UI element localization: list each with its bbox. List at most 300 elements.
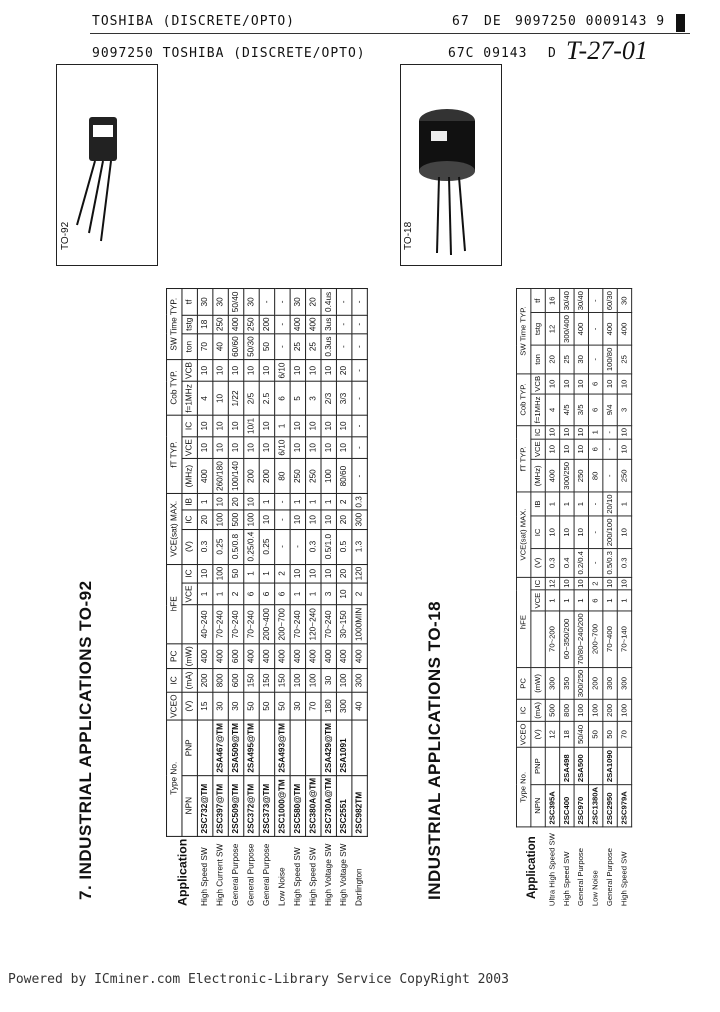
table-cell-ftv: 10 — [306, 437, 321, 459]
table-cell-app: High Speed SW — [292, 847, 302, 906]
col-ft-ic: IC — [531, 426, 545, 439]
table-cell-vsat: 0.25 — [259, 529, 274, 564]
table-cell-ic: 800 — [560, 700, 574, 721]
table-cell-ic: 600 — [228, 669, 243, 692]
table-cell-vce: 1 — [574, 590, 588, 611]
col-tf: tf — [182, 289, 197, 315]
table-cell-vceo: 70 — [617, 721, 631, 748]
table-cell-tstg: 12 — [545, 313, 559, 346]
table-cell-ton: - — [588, 345, 602, 373]
table-cell-vceo: 50/40 — [574, 721, 588, 748]
table-header-row — [167, 289, 182, 908]
table-cell-npn: 2SC380A@TM — [306, 775, 321, 836]
table-cell-ib: 0.3 — [352, 494, 367, 511]
table-cell-fti: 10 — [259, 415, 274, 436]
table-cell-ic: 100 — [336, 669, 351, 692]
table-cell-tf: - — [336, 289, 351, 315]
table-cell-ton: 25 — [560, 345, 574, 373]
unit-mhz: (MHz) — [182, 459, 197, 494]
table-cell-npn: 2SC730A@TM — [321, 775, 336, 836]
col-application: Application — [524, 836, 538, 900]
table-cell-ft: - — [352, 459, 367, 494]
table-cell-npn: 2SC372@TM — [244, 775, 259, 836]
col-application: Application — [174, 838, 190, 906]
table-cell-ton: 20 — [545, 345, 559, 373]
table-cell-vce: 2 — [352, 583, 367, 605]
table-cell-tf: 16 — [545, 289, 559, 313]
table-cell-fti: 10 — [290, 415, 305, 436]
table-cell-vce: 2 — [228, 583, 243, 605]
table-cell-ftv: 10 — [290, 437, 305, 459]
table-cell-ft: 200 — [244, 459, 259, 494]
table-cell-app: High Speed SW — [619, 851, 629, 907]
table-row — [352, 289, 367, 908]
table-row — [336, 289, 351, 908]
table-header-row — [516, 289, 530, 908]
col-hfe: hFE — [167, 564, 182, 644]
table-cell-vsat: - — [290, 529, 305, 564]
table-cell-ic: 100 — [588, 700, 602, 721]
table-cell-ic2: 1 — [259, 564, 274, 583]
col-type-no: Type No. — [516, 748, 530, 827]
col-ft: fT TYP. — [167, 415, 182, 493]
table-cell-icsat: - — [275, 510, 290, 529]
table-cell-tf: 20 — [306, 289, 321, 315]
table-cell-app: High Voltage SW — [323, 843, 333, 906]
table-cell-cob: 2/3 — [321, 382, 336, 416]
table-cell-ft: 100 — [321, 459, 336, 494]
table-cell-tstg: - — [588, 313, 602, 346]
table-cell-ftv: 10 — [617, 439, 631, 460]
table-cell-npn: 2SC373@TM — [259, 775, 274, 836]
table-cell-pnp: 2SA495@TM — [244, 720, 259, 775]
table-row — [306, 289, 321, 908]
table-cell-ic2: 10 — [560, 577, 574, 590]
table-cell-vceo: 50 — [244, 692, 259, 720]
to92-table-body — [197, 289, 367, 908]
table-cell-app: Ultra High Speed SW — [547, 833, 557, 907]
table-cell-icsat: 300 — [352, 510, 367, 529]
table-cell-hfe: 70~200 — [545, 611, 559, 667]
table-cell-ft: 260/180 — [213, 459, 228, 494]
table-cell-icsat: 10 — [560, 516, 574, 549]
table-cell-vsat: 1.3 — [352, 529, 367, 564]
table-cell-ftv: 10 — [244, 437, 259, 459]
col-ib: IB — [182, 494, 197, 511]
table-cell-ic2: 100 — [213, 564, 228, 583]
table-cell-cob: 3/5 — [574, 394, 588, 425]
table-cell-app: Low Noise — [277, 867, 287, 906]
table-cell-ft: 80 — [588, 460, 602, 493]
table-row — [213, 289, 228, 908]
table-cell-vce: 1 — [545, 590, 559, 611]
table-row — [560, 289, 574, 908]
col-pc: PC — [516, 667, 530, 700]
table-cell-tf: - — [588, 289, 602, 313]
table-cell-ton: - — [336, 334, 351, 360]
table-cell-npn: 2SC2551 — [336, 775, 351, 836]
table-subheader-row — [182, 289, 197, 908]
table-cell-npn: 2SC509@TM — [228, 775, 243, 836]
table-cell-ic: 200 — [603, 700, 617, 721]
table-cell-pc: 400 — [275, 644, 290, 669]
table-cell-npn: 2SC1000@TM — [275, 775, 290, 836]
table-cell-pc: 400 — [321, 644, 336, 669]
col-pnp: PNP — [182, 720, 197, 775]
table-cell-vceo: 12 — [545, 721, 559, 748]
table-cell-vce: 6 — [244, 583, 259, 605]
footer-copyright: Powered by ICminer.com Electronic-Library Service CopyRight 2003 — [8, 972, 509, 987]
table-cell-ic2: 10 — [603, 577, 617, 590]
table-cell-icsat: 10 — [321, 510, 336, 529]
table-cell-cob: 4 — [545, 394, 559, 425]
col-vce: VCE — [531, 590, 545, 611]
table-cell-vcb: - — [352, 359, 367, 381]
table-cell-ton: 25 — [306, 334, 321, 360]
table-cell-pnp — [617, 748, 631, 785]
table-cell-fti: 10 — [617, 426, 631, 439]
table-cell-pnp — [197, 720, 212, 775]
col-npn: NPN — [531, 785, 545, 827]
table-cell-tf: 30 — [290, 289, 305, 315]
table-cell-hfe: 70~240 — [228, 605, 243, 644]
table-cell-tstg: 200 — [259, 315, 274, 334]
col-ic-sat: IC — [182, 510, 197, 529]
table-cell-fti: 10 — [336, 415, 351, 436]
table-cell-tstg: 400 — [228, 315, 243, 334]
table-cell-icsat: 20 — [197, 510, 212, 529]
to92-package-box — [56, 64, 158, 266]
table-cell-ic2: 10 — [321, 564, 336, 583]
sub-code: 67C 09143 — [448, 46, 528, 61]
table-cell-ft: 250 — [574, 460, 588, 493]
table-cell-fti: 10 — [321, 415, 336, 436]
table-cell-tstg: - — [336, 315, 351, 334]
table-cell-icsat: 200/100 — [603, 516, 617, 549]
col-vce: VCE — [182, 583, 197, 605]
table-cell-hfe: 70~240 — [321, 605, 336, 644]
col-npn: NPN — [182, 775, 197, 836]
unit-v: (V) — [182, 529, 197, 564]
table-cell-cob: 2/5 — [244, 382, 259, 416]
col-f1mhz: f=1MHz — [531, 394, 545, 425]
table-cell-pnp: 2SA493@TM — [275, 720, 290, 775]
table-cell-vcb: 10 — [560, 374, 574, 395]
table-cell-hfe: 70~240 — [213, 605, 228, 644]
table-cell-hfe: 70~240 — [290, 605, 305, 644]
table-cell-ft: 100/140 — [228, 459, 243, 494]
table-cell-pc: 350 — [560, 667, 574, 700]
table-cell-pc: 400 — [259, 644, 274, 669]
table-cell-cob: 1/22 — [228, 382, 243, 416]
table-cell-app: General Purpose — [605, 848, 614, 907]
to18-table-body — [545, 289, 631, 908]
table-cell-pc: 300 — [545, 667, 559, 700]
col-hfe-range — [182, 605, 197, 644]
col-tf: tf — [531, 289, 545, 313]
table-cell-vce: 6 — [259, 583, 274, 605]
table-cell-vsat: 0.3 — [545, 549, 559, 577]
col-ft: fT TYP. — [516, 426, 530, 492]
table-row — [321, 289, 336, 908]
table-cell-ib: 10 — [244, 494, 259, 511]
table-row — [197, 289, 212, 908]
table-cell-tf: 0.4us — [321, 289, 336, 315]
col-pc: PC — [167, 644, 182, 669]
col-vceo: VCEO — [167, 692, 182, 720]
table-cell-pnp: 2SA509@TM — [228, 720, 243, 775]
table-cell-fti: - — [352, 415, 367, 436]
table-cell-ic2: 10 — [306, 564, 321, 583]
table-cell-pc: 400 — [336, 644, 351, 669]
table-cell-ic2: 20 — [336, 564, 351, 583]
table-cell-pc: 300/250 — [574, 667, 588, 700]
table-cell-ft: 200 — [259, 459, 274, 494]
table-cell-pnp — [290, 720, 305, 775]
table-cell-icsat: 10 — [290, 510, 305, 529]
table-cell-tf: 30 — [213, 289, 228, 315]
col-ic2: IC — [531, 577, 545, 590]
table-cell-app: High Speed SW — [562, 851, 571, 907]
table-cell-pnp: 2SA1091 — [336, 720, 351, 775]
table-cell-tf: 30 — [617, 289, 631, 313]
table-cell-hfe: 1000MIN — [352, 605, 367, 644]
table-row — [228, 289, 243, 908]
table-cell-vcb: 6/10 — [275, 359, 290, 381]
table-cell-ft: 250 — [306, 459, 321, 494]
col-ft-vce: VCE — [182, 437, 197, 459]
to92-section-title: 7. INDUSTRIAL APPLICATIONS TO-92 — [76, 580, 95, 900]
table-cell-vsat: 0.5/0.8 — [228, 529, 243, 564]
table-cell-ft: 80/60 — [336, 459, 351, 494]
sub-line: 9097250 TOSHIBA (DISCRETE/OPTO) — [92, 46, 366, 61]
table-cell-ic: 800 — [213, 669, 228, 692]
table-cell-ton: - — [352, 334, 367, 360]
table-cell-vsat: 0.4 — [560, 549, 574, 577]
table-cell-ic2: 120 — [352, 564, 367, 583]
table-cell-ib: 1 — [560, 492, 574, 516]
table-cell-vceo: 300 — [336, 692, 351, 720]
table-cell-ic: 200 — [197, 669, 212, 692]
table-cell-ftv: 10 — [560, 439, 574, 460]
unit-mw: (mW) — [531, 667, 545, 700]
table-cell-cob: 3 — [617, 394, 631, 425]
to92-transistor-icon — [57, 65, 157, 265]
table-cell-ib: 2 — [336, 494, 351, 511]
col-ft-vce: VCE — [531, 439, 545, 460]
table-cell-vceo: 50 — [588, 721, 602, 748]
table-cell-ib: 1 — [259, 494, 274, 511]
table-cell-icsat: 10 — [259, 510, 274, 529]
to18-table-panel — [516, 288, 632, 908]
table-cell-npn: 2SC395A — [545, 785, 559, 827]
table-cell-icsat: 10 — [617, 516, 631, 549]
table-cell-pc: 200 — [588, 667, 602, 700]
table-cell-ic: 100 — [574, 700, 588, 721]
table-cell-vcb: 10 — [603, 374, 617, 395]
table-cell-ftv: 10 — [259, 437, 274, 459]
table-cell-pnp: 2SA500 — [574, 748, 588, 785]
col-ic: IC — [167, 669, 182, 692]
table-cell-app: High Voltage SW — [339, 843, 349, 906]
table-cell-hfe: 70/80~240/200 — [574, 611, 588, 667]
table-cell-icsat: 10 — [574, 516, 588, 549]
table-cell-icsat: 100 — [213, 510, 228, 529]
handwritten-note: T-27-01 — [566, 36, 648, 65]
table-cell-ic2: 2 — [588, 577, 602, 590]
table-cell-tf: 30/40 — [574, 289, 588, 313]
table-cell-app: General Purpose — [246, 843, 256, 906]
col-ic-sat: IC — [531, 516, 545, 549]
table-cell-ft: 250 — [617, 460, 631, 493]
table-cell-vce: 1 — [617, 590, 631, 611]
table-cell-tf: - — [352, 289, 367, 315]
unit-mw: (mW) — [182, 644, 197, 669]
table-cell-ft: 80 — [275, 459, 290, 494]
col-cob: Cob TYP. — [167, 359, 182, 415]
table-cell-vsat: 0.5/1.0 — [321, 529, 336, 564]
table-cell-ic2: 10 — [290, 564, 305, 583]
table-cell-ib: 1 — [306, 494, 321, 511]
to18-package-label: TO-18 — [403, 221, 414, 250]
table-cell-cob: 3/3 — [336, 382, 351, 416]
table-cell-vceo: 30 — [213, 692, 228, 720]
table-cell-ftv: - — [603, 439, 617, 460]
table-cell-ft: 400 — [545, 460, 559, 493]
table-cell-ic: 150 — [259, 669, 274, 692]
table-cell-tstg: 400 — [290, 315, 305, 334]
table-cell-pc: 400 — [306, 644, 321, 669]
table-cell-hfe: 200~700 — [588, 611, 602, 667]
table-cell-npn: 2SC397@TM — [213, 775, 228, 836]
table-cell-tf: 30 — [244, 289, 259, 315]
table-cell-app: Darlington — [354, 868, 364, 906]
header-rule — [90, 33, 690, 34]
table-cell-ic2: 10 — [617, 577, 631, 590]
col-type-no: Type No. — [167, 720, 182, 836]
table-cell-vce: 6 — [588, 590, 602, 611]
table-cell-app: High Speed SW — [199, 847, 210, 906]
table-cell-npn: 2SC979A — [617, 785, 631, 827]
col-ton: ton — [531, 345, 545, 373]
table-cell-vcb: 10 — [244, 359, 259, 381]
table-cell-vcb: 10 — [545, 374, 559, 395]
brand-line: TOSHIBA (DISCRETE/OPTO) — [92, 14, 296, 29]
to92-spec-table — [166, 288, 368, 908]
table-cell-vcb: 10 — [321, 359, 336, 381]
table-cell-tf: 50/40 — [228, 289, 243, 315]
table-cell-app: High Current SW — [215, 843, 225, 906]
table-cell-tf: 60/30 — [603, 289, 617, 313]
table-cell-ib: 1 — [321, 494, 336, 511]
table-cell-ton: 0.3us — [321, 334, 336, 360]
to18-spec-table — [516, 288, 632, 908]
table-cell-fti: 10 — [228, 415, 243, 436]
unit-ma: (mA) — [182, 669, 197, 692]
table-cell-vsat: 0.25/0.4 — [244, 529, 259, 564]
table-cell-npn: 2SC400 — [560, 785, 574, 827]
table-cell-fti: 10 — [306, 415, 321, 436]
table-cell-ic: 100 — [290, 669, 305, 692]
col-sw: SW Time TYP. — [516, 289, 530, 374]
table-cell-tf: 30/40 — [560, 289, 574, 313]
unit-ma: (mA) — [531, 700, 545, 721]
table-cell-app: General Purpose — [576, 848, 586, 907]
table-cell-vceo: 50 — [603, 721, 617, 748]
to18-package-box — [400, 64, 502, 266]
table-cell-npn: 2SC970 — [574, 785, 588, 827]
table-cell-tstg: 250 — [213, 315, 228, 334]
col-vcesat: VCE(sat) MAX. — [516, 492, 530, 577]
table-cell-hfe: 200~400 — [259, 605, 274, 644]
table-cell-fti: 10 — [545, 426, 559, 439]
to92-package-label: TO-92 — [60, 221, 71, 250]
barcode-mark — [676, 14, 685, 32]
table-cell-ib: 1 — [197, 494, 212, 511]
table-cell-vceo: 50 — [275, 692, 290, 720]
table-cell-vceo: 180 — [321, 692, 336, 720]
table-row — [275, 289, 290, 908]
table-row — [290, 289, 305, 908]
table-cell-tstg: 18 — [197, 315, 212, 334]
table-cell-vcb: 10 — [306, 359, 321, 381]
table-cell-ton: 60/60 — [228, 334, 243, 360]
table-cell-ftv: 10 — [574, 439, 588, 460]
unit-v: (V) — [531, 549, 545, 577]
table-cell-vceo: 15 — [197, 692, 212, 720]
to18-transistor-icon — [401, 65, 501, 265]
col-ic: IC — [516, 700, 530, 721]
table-cell-hfe: 70~400 — [603, 611, 617, 667]
table-cell-ic: 100 — [306, 669, 321, 692]
col-vcesat: VCE(sat) MAX. — [167, 494, 182, 564]
table-cell-pnp: 2SA429@TM — [321, 720, 336, 775]
table-cell-vsat: - — [588, 549, 602, 577]
table-cell-fti: 10 — [197, 415, 212, 436]
table-cell-icsat: - — [588, 516, 602, 549]
table-cell-vcb: 10 — [228, 359, 243, 381]
table-cell-vsat: 0.3 — [617, 549, 631, 577]
table-row — [244, 289, 259, 908]
table-cell-vce: 1 — [560, 590, 574, 611]
table-cell-ftv: 6/10 — [275, 437, 290, 459]
table-cell-vcb: 10 — [213, 359, 228, 381]
table-cell-ib: 10 — [213, 494, 228, 511]
table-cell-ftv: 10 — [321, 437, 336, 459]
table-cell-tstg: 400 — [306, 315, 321, 334]
table-row — [588, 289, 602, 908]
table-cell-fti: 10 — [574, 426, 588, 439]
table-cell-vsat: 0.3 — [306, 529, 321, 564]
table-cell-pnp: 2SA1090 — [603, 748, 617, 785]
table-cell-tstg: 400 — [603, 313, 617, 346]
table-cell-ic: 30 — [321, 669, 336, 692]
table-cell-ic: 300 — [352, 669, 367, 692]
table-cell-ton: 25 — [290, 334, 305, 360]
table-cell-ton: 25 — [617, 345, 631, 373]
table-cell-tstg: 300/400 — [560, 313, 574, 346]
table-cell-vcb: 20 — [336, 359, 351, 381]
table-cell-app: General Purpose — [261, 843, 272, 906]
table-cell-vce: 1 — [213, 583, 228, 605]
table-cell-cob: - — [352, 382, 367, 416]
table-cell-ftv: 10 — [197, 437, 212, 459]
table-cell-ic2: 2 — [275, 564, 290, 583]
table-cell-app: High Speed SW — [308, 847, 318, 906]
table-cell-ic: 100 — [617, 700, 631, 721]
table-cell-ton: 50 — [259, 334, 274, 360]
table-cell-icsat: 10 — [306, 510, 321, 529]
